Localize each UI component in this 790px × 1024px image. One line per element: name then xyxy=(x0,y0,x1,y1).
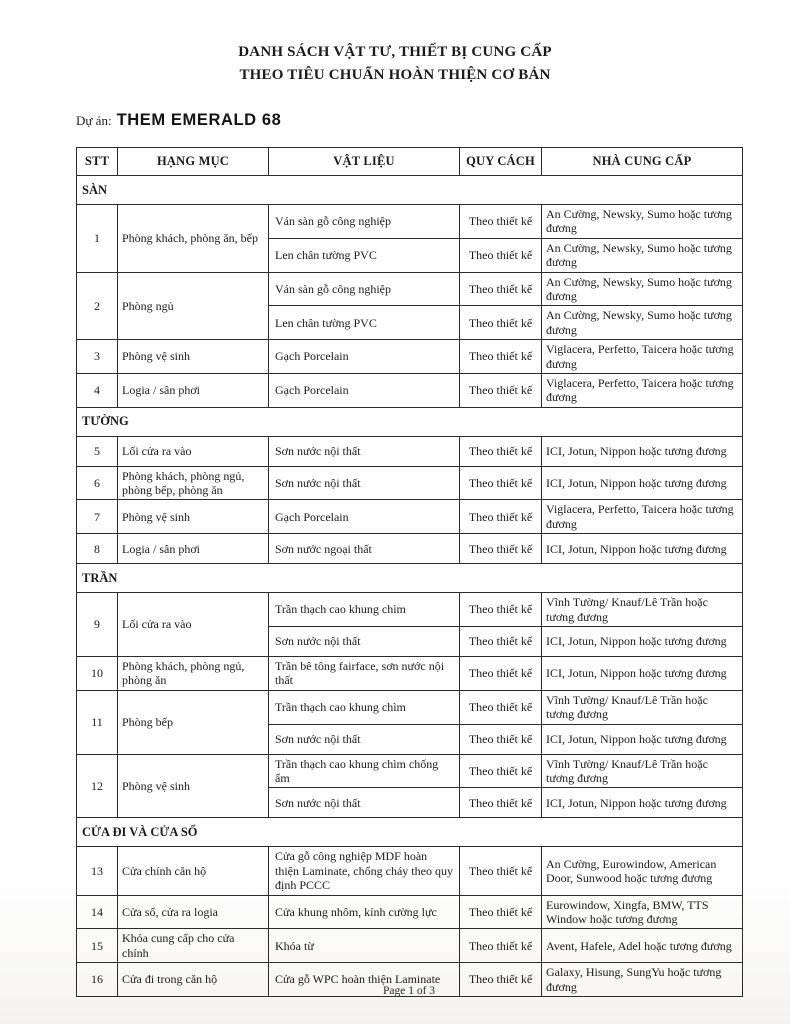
title-line-2: THEO TIÊU CHUẨN HOÀN THIỆN CƠ BẢN xyxy=(239,66,551,83)
table-row xyxy=(77,340,743,374)
material-cell: Trần bê tông fairface, sơn nước nội thất xyxy=(269,657,460,691)
spec-cell: Theo thiết kế xyxy=(460,963,542,997)
section-title: TRẦN xyxy=(77,564,743,593)
supplier-cell: Viglacera, Perfetto, Taicera hoặc tương đương xyxy=(542,340,743,374)
table-header-row xyxy=(77,148,743,176)
supplier-cell: Viglacera, Perfetto, Taicera hoặc tương đương xyxy=(542,373,743,407)
material-cell: Sơn nước nội thất xyxy=(269,788,460,818)
table-row xyxy=(77,534,743,564)
spec-cell: Theo thiết kế xyxy=(460,724,542,754)
column-header-hang-muc: HẠNG MỤC xyxy=(118,148,269,176)
supplier-cell: An Cường, Newsky, Sumo hoặc tương đương xyxy=(542,238,743,272)
category-cell: Logia / sân phơi xyxy=(118,373,269,407)
table-row xyxy=(77,205,743,239)
material-cell: Ván sàn gỗ công nghiệp xyxy=(269,205,460,239)
category-cell: Phòng bếp xyxy=(118,690,269,754)
table-row xyxy=(77,929,743,963)
section-title: CỬA ĐI VÀ CỬA SỔ xyxy=(77,818,743,847)
section-title: TƯỜNG xyxy=(77,407,743,436)
spec-cell: Theo thiết kế xyxy=(460,500,542,534)
material-cell: Sơn nước ngoại thất xyxy=(269,534,460,564)
spec-cell: Theo thiết kế xyxy=(460,788,542,818)
supplier-cell: ICI, Jotun, Nippon hoặc tương đương xyxy=(542,436,743,466)
section-header-san xyxy=(77,176,743,205)
supplier-cell: Viglacera, Perfetto, Taicera hoặc tương đương xyxy=(542,500,743,534)
supplier-cell: Vĩnh Tường/ Knauf/Lê Trần hoặc tương đương xyxy=(542,593,743,627)
spec-cell: Theo thiết kế xyxy=(460,373,542,407)
supplier-cell: Galaxy, Hisung, SungYu hoặc tương đương xyxy=(542,963,743,997)
table-row xyxy=(77,272,743,306)
spec-cell: Theo thiết kế xyxy=(460,657,542,691)
section-header-tran xyxy=(77,564,743,593)
material-cell: Len chân tường PVC xyxy=(269,306,460,340)
spec-cell: Theo thiết kế xyxy=(460,534,542,564)
spec-cell: Theo thiết kế xyxy=(460,205,542,239)
material-cell: Cửa khung nhôm, kính cường lực xyxy=(269,895,460,929)
title-line-1: DANH SÁCH VẬT TƯ, THIẾT BỊ CUNG CẤP xyxy=(238,44,552,60)
category-cell: Cửa sổ, cửa ra logia xyxy=(118,895,269,929)
project-name: THEM EMERALD 68 xyxy=(116,111,282,129)
table-row xyxy=(77,690,743,724)
category-cell: Lối cửa ra vào xyxy=(118,593,269,657)
material-cell: Trần thạch cao khung chìm xyxy=(269,593,460,627)
supplier-cell: ICI, Jotun, Nippon hoặc tương đương xyxy=(542,657,743,691)
category-cell: Lối cửa ra vào xyxy=(118,436,269,466)
supplier-cell: ICI, Jotun, Nippon hoặc tương đương xyxy=(542,534,743,564)
stt-cell: 12 xyxy=(77,754,118,818)
material-cell: Sơn nước nội thất xyxy=(269,466,460,500)
material-cell: Gạch Porcelain xyxy=(269,373,460,407)
section-header-cua xyxy=(77,818,743,847)
stt-cell: 5 xyxy=(77,436,118,466)
stt-cell: 9 xyxy=(77,593,118,657)
material-cell: Len chân tường PVC xyxy=(269,238,460,272)
stt-cell: 8 xyxy=(77,534,118,564)
materials-table xyxy=(76,147,743,997)
supplier-cell: Vĩnh Tường/ Knauf/Lê Trần hoặc tương đương xyxy=(542,690,743,724)
material-cell: Khóa từ xyxy=(269,929,460,963)
table-row xyxy=(77,847,743,895)
supplier-cell: ICI, Jotun, Nippon hoặc tương đương xyxy=(542,466,743,500)
project-line xyxy=(76,111,790,130)
spec-cell: Theo thiết kế xyxy=(460,340,542,374)
project-label: Dự án: xyxy=(76,113,112,128)
material-cell: Trần thạch cao khung chìm chống ẩm xyxy=(269,754,460,788)
supplier-cell: Eurowindow, Xingfa, BMW, TTS Window hoặc tương đương xyxy=(542,895,743,929)
category-cell: Phòng ngủ xyxy=(118,272,269,340)
spec-cell: Theo thiết kế xyxy=(460,466,542,500)
category-cell: Phòng vệ sinh xyxy=(118,340,269,374)
spec-cell: Theo thiết kế xyxy=(460,929,542,963)
stt-cell: 4 xyxy=(77,373,118,407)
spec-cell: Theo thiết kế xyxy=(460,272,542,306)
category-cell: Phòng khách, phòng ngủ, phòng bếp, phòng ăn xyxy=(118,466,269,500)
table-row xyxy=(77,500,743,534)
supplier-cell: An Cường, Newsky, Sumo hoặc tương đương xyxy=(542,306,743,340)
category-cell: Phòng vệ sinh xyxy=(118,754,269,818)
page-number: Page 1 of 3 xyxy=(382,985,436,997)
stt-cell: 6 xyxy=(77,466,118,500)
table-row xyxy=(77,593,743,627)
stt-cell: 2 xyxy=(77,272,118,340)
category-cell: Phòng khách, phòng ăn, bếp xyxy=(118,205,269,273)
spec-cell: Theo thiết kế xyxy=(460,627,542,657)
material-cell: Trần thạch cao khung chìm xyxy=(269,690,460,724)
table-row xyxy=(77,754,743,788)
material-cell: Cửa gỗ công nghiệp MDF hoàn thiện Laminate, chống cháy theo quy định PCCC xyxy=(269,847,460,895)
table-row xyxy=(77,657,743,691)
stt-cell: 1 xyxy=(77,205,118,273)
category-cell: Logia / sân phơi xyxy=(118,534,269,564)
category-cell: Cửa đi trong căn hộ xyxy=(118,963,269,997)
supplier-cell: An Cường, Newsky, Sumo hoặc tương đương xyxy=(542,205,743,239)
material-cell: Cửa gỗ WPC hoàn thiện Laminate xyxy=(269,963,460,997)
column-header-quy-cach: QUY CÁCH xyxy=(460,148,542,176)
column-header-stt: STT xyxy=(77,148,118,176)
material-cell: Sơn nước nội thất xyxy=(269,724,460,754)
supplier-cell: An Cường, Newsky, Sumo hoặc tương đương xyxy=(542,272,743,306)
stt-cell: 10 xyxy=(77,657,118,691)
section-title: SÀN xyxy=(77,176,743,205)
material-cell: Gạch Porcelain xyxy=(269,500,460,534)
spec-cell: Theo thiết kế xyxy=(460,895,542,929)
stt-cell: 11 xyxy=(77,690,118,754)
spec-cell: Theo thiết kế xyxy=(460,690,542,724)
table-row xyxy=(77,466,743,500)
stt-cell: 14 xyxy=(77,895,118,929)
spec-cell: Theo thiết kế xyxy=(460,847,542,895)
category-cell: Khóa cung cấp cho cửa chính xyxy=(118,929,269,963)
column-header-vat-lieu: VẬT LIỆU xyxy=(269,148,460,176)
supplier-cell: Vĩnh Tường/ Knauf/Lê Trần hoặc tương đương xyxy=(542,754,743,788)
spec-cell: Theo thiết kế xyxy=(460,238,542,272)
table-row xyxy=(77,895,743,929)
material-cell: Sơn nước nội thất xyxy=(269,436,460,466)
category-cell: Phòng vệ sinh xyxy=(118,500,269,534)
spec-cell: Theo thiết kế xyxy=(460,754,542,788)
stt-cell: 3 xyxy=(77,340,118,374)
spec-cell: Theo thiết kế xyxy=(460,593,542,627)
category-cell: Cửa chính căn hộ xyxy=(118,847,269,895)
stt-cell: 16 xyxy=(77,963,118,997)
column-header-nha-cung-cap: NHÀ CUNG CẤP xyxy=(542,148,743,176)
supplier-cell: ICI, Jotun, Nippon hoặc tương đương xyxy=(542,788,743,818)
category-cell: Phòng khách, phòng ngủ, phòng ăn xyxy=(118,657,269,691)
spec-cell: Theo thiết kế xyxy=(460,306,542,340)
material-cell: Gạch Porcelain xyxy=(269,340,460,374)
stt-cell: 7 xyxy=(77,500,118,534)
supplier-cell: An Cường, Eurowindow, American Door, Sunwood hoặc tương đương xyxy=(542,847,743,895)
spec-cell: Theo thiết kế xyxy=(460,436,542,466)
supplier-cell: ICI, Jotun, Nippon hoặc tương đương xyxy=(542,724,743,754)
document-title xyxy=(0,0,790,86)
section-header-tuong xyxy=(77,407,743,436)
table-row xyxy=(77,373,743,407)
stt-cell: 13 xyxy=(77,847,118,895)
supplier-cell: Avent, Hafele, Adel hoặc tương đương xyxy=(542,929,743,963)
stt-cell: 15 xyxy=(77,929,118,963)
supplier-cell: ICI, Jotun, Nippon hoặc tương đương xyxy=(542,627,743,657)
material-cell: Ván sàn gỗ công nghiệp xyxy=(269,272,460,306)
table-row xyxy=(77,436,743,466)
material-cell: Sơn nước nội thất xyxy=(269,627,460,657)
